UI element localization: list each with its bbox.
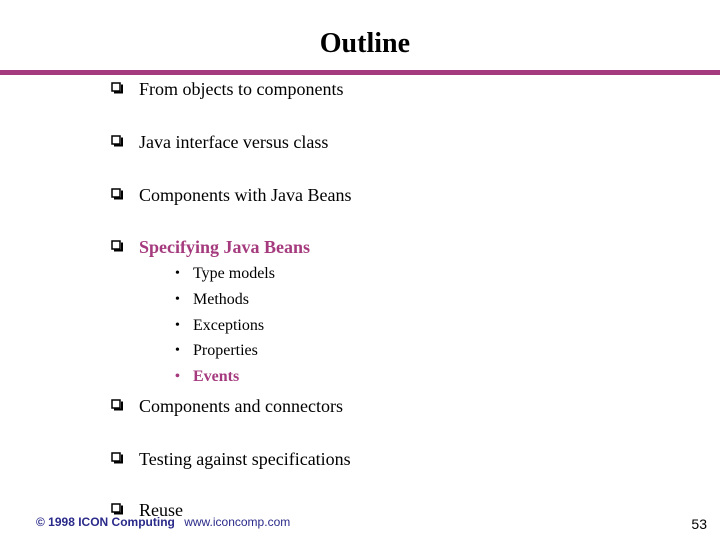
sub-bullet-text: Exceptions xyxy=(193,317,265,334)
bullet-text: Components and connectors xyxy=(139,396,343,416)
sub-bullet-text: Properties xyxy=(193,342,258,359)
sub-bullet-text: Type models xyxy=(193,265,275,282)
bullet-text: Reuse xyxy=(139,500,183,520)
square-box-icon xyxy=(111,135,124,148)
footer-url: www.iconcomp.com xyxy=(184,515,291,529)
bullet-text: Testing against specifications xyxy=(139,449,351,469)
dot-icon: • xyxy=(175,266,180,281)
square-box-icon xyxy=(111,82,124,95)
bullet-item xyxy=(139,395,343,417)
bullet-text: Components with Java Beans xyxy=(139,185,352,205)
bullet-text: From objects to components xyxy=(139,79,344,99)
bullet-item xyxy=(139,131,328,153)
dot-icon: • xyxy=(175,369,180,384)
bullet-text: Specifying Java Beans xyxy=(139,237,311,257)
footer xyxy=(36,514,290,530)
dot-icon: • xyxy=(175,343,180,358)
bullet-item-highlighted xyxy=(139,236,310,258)
bullet-text: Java interface versus class xyxy=(139,132,329,152)
dot-icon: • xyxy=(175,292,180,307)
title-divider xyxy=(0,70,720,75)
bullet-item xyxy=(139,184,351,206)
bullet-item xyxy=(139,78,343,100)
sub-bullet-text: Events xyxy=(193,368,240,385)
square-box-icon xyxy=(111,188,124,201)
sub-bullet-text: Methods xyxy=(193,291,249,308)
square-box-icon xyxy=(111,399,124,412)
square-box-icon xyxy=(111,240,124,253)
copyright-text: © 1998 ICON Computing xyxy=(36,515,175,529)
slide-title: Outline xyxy=(319,28,410,59)
bullet-item xyxy=(139,448,351,470)
square-box-icon xyxy=(111,452,124,465)
page-number: 53 xyxy=(691,516,707,532)
dot-icon: • xyxy=(175,318,180,333)
